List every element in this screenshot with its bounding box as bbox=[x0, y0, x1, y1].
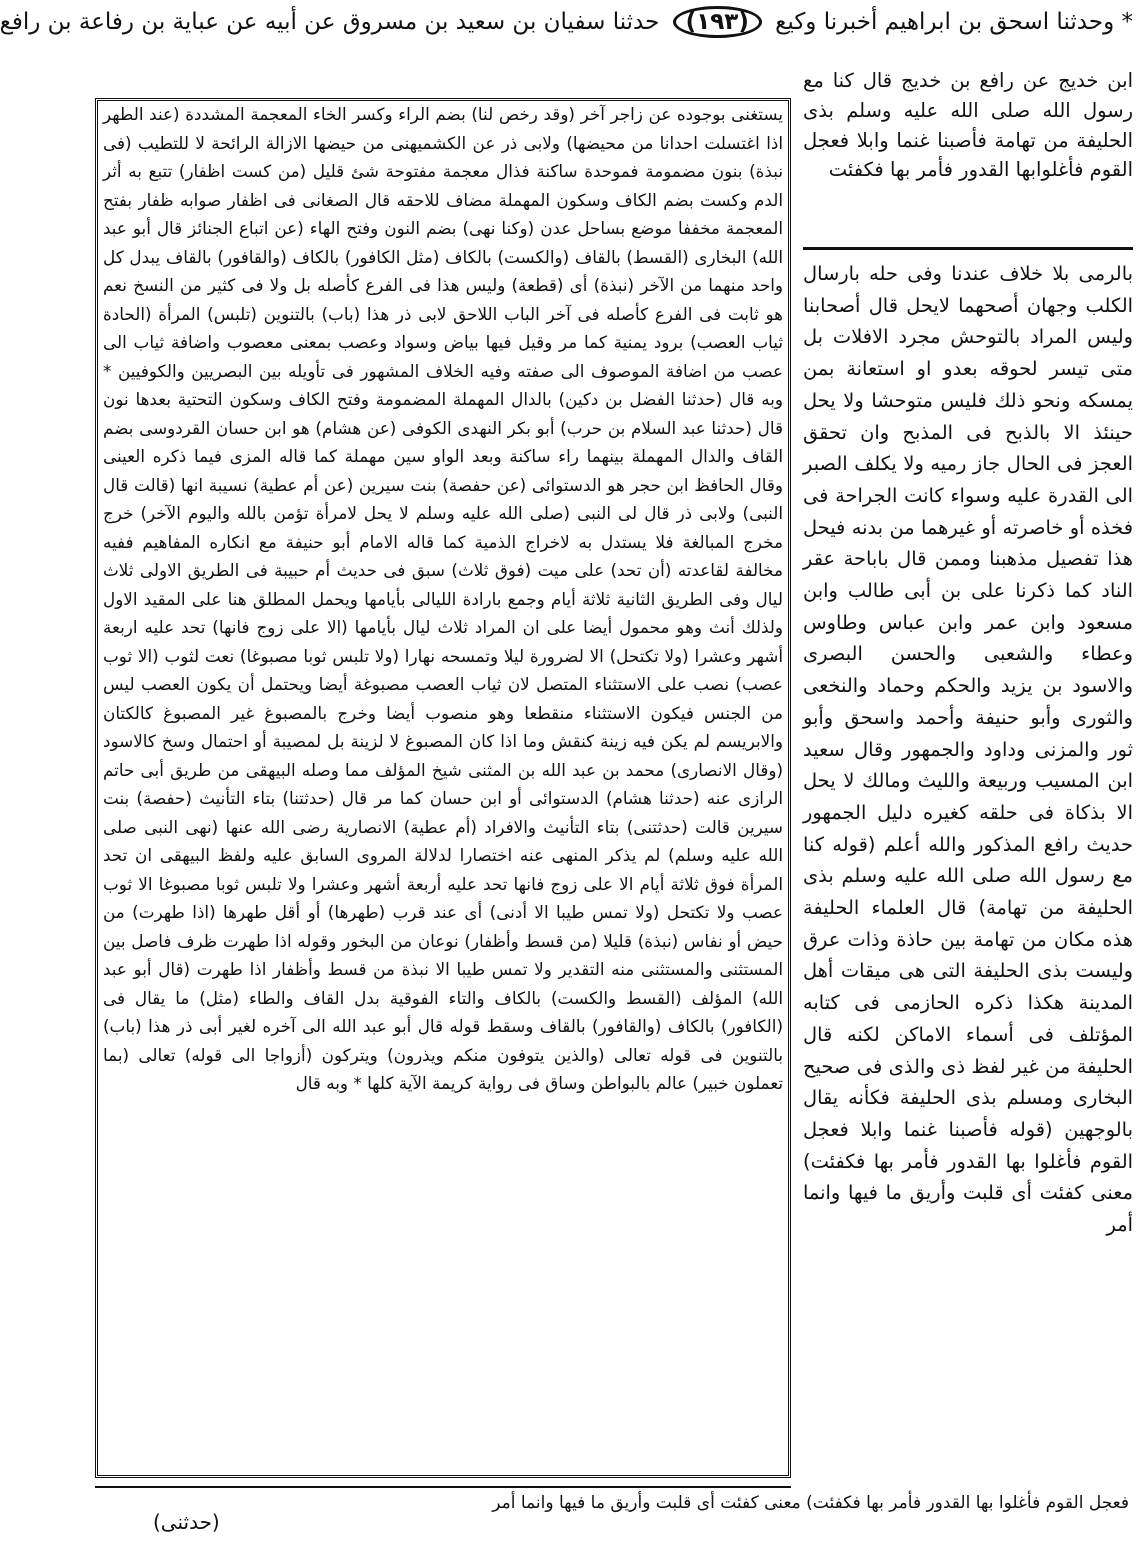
page-number: (١٩٣) bbox=[673, 6, 762, 38]
side-commentary-paragraph: بالرمى بلا خلاف عندنا وفى حله بارسال الكلب وجهان أصحهما لايحل قال أصحابنا وليس المراد بالتوحش مجرد الافلات بل متى تيسر لحوقه بعدو او استعانة بمن يمسكه ونحو ذلك فليس متوحشا ولا يحل حينئذ الا بالذبح فى المذبح وان تحقق العجز فى الحال جاز رميه ولا يكلف الصبر الى القدرة عليه وسواء كانت الجراحة فى فخذه أو خاصرته أو غيرهما من بدنه فيحل هذا تفصيل مذهبنا وممن قال باباحة عقر الناد كما ذكرنا على بن أبى طالب وابن مسعود وابن عمر وابن عباس وطاوس وعطاء والشعبى والحسن البصرى والاسود بن يزيد والحكم وحماد والنخعى والثورى وأبو حنيفة وأحمد واسحق وأبو ثور والمزنى وداود والجمهور وقال سعيد ابن المسيب وربيعة والليث ومالك لا يحل الا بذكاة فى حلقه كغيره دليل الجمهور حديث رافع المذكور والله أعلم (قوله كنا مع رسول الله صلى الله عليه وسلم بذى الحليفة من تهامة) قال العلماء الحليفة هذه مكان من تهامة بين حاذة وذات عرق وليست بذى الحليفة التى هى ميقات أهل المدينة هكذا ذكره الحازمى فى كتابه المؤتلف فى أسماء الاماكن لكنه قال الحليفة من غير لفظ ذى والذى فى صحيح البخارى ومسلم بذى الحليفة فكأنه يقال بالوجهين (قوله فأصبنا غنما وابلا فعجل القوم فأغلوا بها القدور فأمر بها فكفئت) معنى كفئت أى قلبت وأريق ما فيها وانما أمر bbox=[803, 262, 1133, 1237]
header-right-text: * وحدثنا اسحق بن ابراهيم أخبرنا وكيع bbox=[775, 9, 1133, 35]
running-header bbox=[0, 6, 1133, 66]
hadith-text-block bbox=[803, 66, 1133, 241]
header-left-text: حدثنا سفيان بن سعيد بن مسروق عن أبيه عن عباية بن رفاعة بن رافع bbox=[0, 9, 660, 35]
commentary-text bbox=[103, 100, 783, 1474]
catchword: (حدثنى) bbox=[153, 1510, 220, 1534]
side-divider bbox=[803, 247, 1133, 250]
footer-rule bbox=[95, 1486, 791, 1488]
commentary-paragraph: يستغنى بوجوده عن زاجر آخر (وقد رخص لنا) بضم الراء وكسر الخاء المعجمة المشددة (عند الطهر اذا اغتسلت احدانا من محيضها) ولابى ذر عن الكشميهنى من حيضها الازالة الرائحة لا للتطيب (فى نبذة) بنون مضمومة فموحدة ساكنة فذال معجمة مفتوحة شئ قليل (من كست اظفار) تتبع به أثر الدم وكست بضم الكاف وسكون المهملة مضاف للاحقه قال الصغانى فى اظفار صوابه ظفار بفتح المعجمة مخففا موضع بساحل عدن (وكنا نهى) بضم النون وفتح الهاء (عن اتباع الجنائز قال أبو عبد الله) البخارى (القسط) بالقاف (والكست) بالكاف (مثل الكافور) بالكاف (والقافور) بالقاف يبدل كل واحد منهما من الآخر (نبذة) أى (قطعة) وليس هذا فى الفرع كأصله بل ولا فى كثير من النسخ نعم هو ثابت فى الفرع كأصله فى آخر الباب اللاحق لابى ذر هذا (باب) بالتنوين (تلبس) المرأة (الحادة ثياب العصب) برود يمنية كما مر وقيل فيها بياض وسواد وعصب بمعنى معصوب واضافة ثياب الى عصب من اضافة الموصوف الى صفته وفيه الخلاف المشهور فى تأويله بين البصريين والكوفيين * وبه قال (حدثنا الفضل بن دكين) بالدال المهملة المضمومة وفتح الكاف وسكون التحتية بعدها نون قال (حدثنا عبد السلام بن حرب) أبو بكر النهدى الكوفى (عن هشام) هو ابن حسان القردوسى بضم القاف والدال المهملة بينهما راء ساكنة وبعد الواو سين مهملة كما قاله المزى فيما ذكره العينى وقال الحافظ ابن حجر هو الدستوائى (عن حفصة) بنت سيرين (عن أم عطية) نسيبة انها (قالت قال النبى) ولابى ذر قال لى النبى (صلى الله عليه وسلم لا يحل لامرأة تؤمن بالله واليوم الآخر) خرج مخرج المبالغة فلا يستدل به لاخراج الذمية كما قاله الامام أبو حنيفة مع انكاره المفاهيم ففيه مخالفة لقاعدته (أن تحد) على ميت (فوق ثلاث) سبق فى حديث أم حبيبة فى الطريق الاولى ثلاث ليال وفى الطريق الثانية ثلاثة أيام وجمع بارادة الليالى بأيامها ويحمل المطلق هنا على المقيد الاول ولذلك أنث وهو محمول أيضا على ان المراد ثلاث ليال بأيامها (الا على زوج فانها) تحد عليه اربعة أشهر وعشرا (ولا تكتحل) الا لضرورة ليلا وتمسحه نهارا (ولا تلبس ثوبا مصبوغا) نعت لثوب (الا ثوب عصب) نصب على الاستثناء المتصل لان ثياب العصب مصبوغة أيضا ويحتمل أن يكون العصب ليس من الجنس فيكون الاستثناء منقطعا وهو منصوب أيضا وخرج بالمصبوغ غير المصبوغ كالكتان والابريسم لم يكن فيه زينة كنقش وما اذا كان المصبوغ لا لزينة بل لمصيبة أو احتمال وسخ كالاسود (وقال الانصارى) محمد بن عبد الله بن المثنى شيخ المؤلف مما وصله البيهقى من طريق أبى حاتم الرازى عنه (حدثنا هشام) الدستوائى أو ابن حسان كما مر قال (حدثتنا) بتاء التأنيث (حفصة) بنت سيرين قالت (حدثتنى) بتاء التأنيث والافراد (أم عطية) الانصارية رضى الله عنها (نهى النبى صلى الله عليه وسلم) لم يذكر المنهى عنه اختصارا لدلالة المروى السابق عليه ولفظ البيهقى ان تحد المرأة فوق ثلاثة أيام الا على زوج فانها تحد عليه أربعة أشهر وعشرا ولا تلبس ثوبا مصبوغا الا ثوب عصب ولا تكتحل (ولا تمس طيبا الا أدنى) أى عند قرب (طهرها) أو أقل طهرها (اذا طهرت) من حيض أو نفاس (نبذة) قليلا (من قسط وأظفار) نوعان من البخور وقوله اذا طهرت ظرف فاصل بين المستثنى والمستثنى منه التقدير ولا تمس طيبا الا نبذة من قسط وأظفار اذا طهرت (قال أبو عبد الله) المؤلف (القسط والكست) بالكاف والتاء الفوقية بدل القاف والطاء (مثل) ما يقال فى (الكافور) بالكاف (والقافور) بالقاف وسقط قوله قال أبو عبد الله الى آخره لغير أبى ذر هذا (باب) بالتنوين فى قوله تعالى (والذين يتوفون منكم ويذرون) ويتركون (أزواجا الى قوله) تعالى (بما تعملون خبير) عالم بالبواطن وساق فى رواية كريمة الآية كلها * وبه قال bbox=[103, 104, 783, 1093]
hadith-paragraph: ابن خديج عن رافع بن خديج قال كنا مع رسول الله صلى الله عليه وسلم بذى الحليفة من تهامة فأصبنا غنما وابلا فعجل القوم فأغلوابها القدور فأمر بها فكفئت bbox=[803, 69, 1133, 182]
side-commentary-block bbox=[803, 258, 1133, 1498]
footer-continuation: فعجل القوم فأغلوا بها القدور فأمر بها فكفئت) معنى كفئت أى قلبت وأريق ما فيها وانما أمر bbox=[492, 1493, 1129, 1513]
